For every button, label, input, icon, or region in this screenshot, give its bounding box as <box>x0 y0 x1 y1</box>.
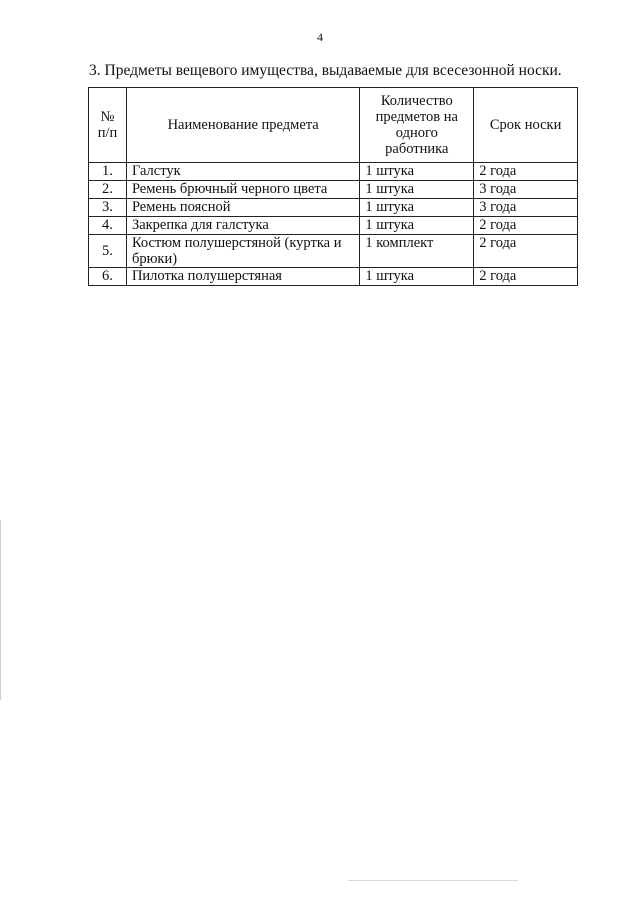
table-header-row <box>89 88 578 163</box>
row-term: 3 года <box>474 199 578 217</box>
table-row <box>89 235 578 268</box>
table-row <box>89 163 578 181</box>
row-num: 2. <box>89 181 127 199</box>
row-num: 3. <box>89 199 127 217</box>
row-num: 6. <box>89 268 127 286</box>
table-row <box>89 199 578 217</box>
table-row <box>89 217 578 235</box>
items-table <box>88 87 578 286</box>
header-num: № п/п <box>89 88 127 163</box>
row-name: Пилотка полушерстяная <box>126 268 359 286</box>
page-number: 4 <box>317 30 323 44</box>
row-term: 2 года <box>474 235 578 268</box>
row-term: 3 года <box>474 181 578 199</box>
row-term: 2 года <box>474 217 578 235</box>
row-name: Закрепка для галстука <box>126 217 359 235</box>
row-term: 2 года <box>474 163 578 181</box>
scan-bottom-mark <box>348 880 518 881</box>
table-row <box>89 181 578 199</box>
row-term: 2 года <box>474 268 578 286</box>
table-row <box>89 268 578 286</box>
header-name: Наименование предмета <box>126 88 359 163</box>
row-qty: 1 штука <box>360 268 474 286</box>
row-name: Ремень поясной <box>126 199 359 217</box>
row-num: 4. <box>89 217 127 235</box>
row-num: 5. <box>89 235 127 268</box>
row-qty: 1 штука <box>360 163 474 181</box>
row-qty: 1 штука <box>360 217 474 235</box>
row-name: Ремень брючный черного цвета <box>126 181 359 199</box>
row-qty: 1 штука <box>360 199 474 217</box>
row-qty: 1 комплект <box>360 235 474 268</box>
row-num: 1. <box>89 163 127 181</box>
row-name: Костюм полушерстяной (куртка и брюки) <box>126 235 359 268</box>
section-heading: 3. Предметы вещевого имущества, выдаваемые для всесезонной носки. <box>89 62 562 79</box>
row-qty: 1 штука <box>360 181 474 199</box>
header-qty: Количество предметов на одного работника <box>360 88 474 163</box>
row-name: Галстук <box>126 163 359 181</box>
scan-edge-mark <box>0 520 1 700</box>
header-term: Срок носки <box>474 88 578 163</box>
